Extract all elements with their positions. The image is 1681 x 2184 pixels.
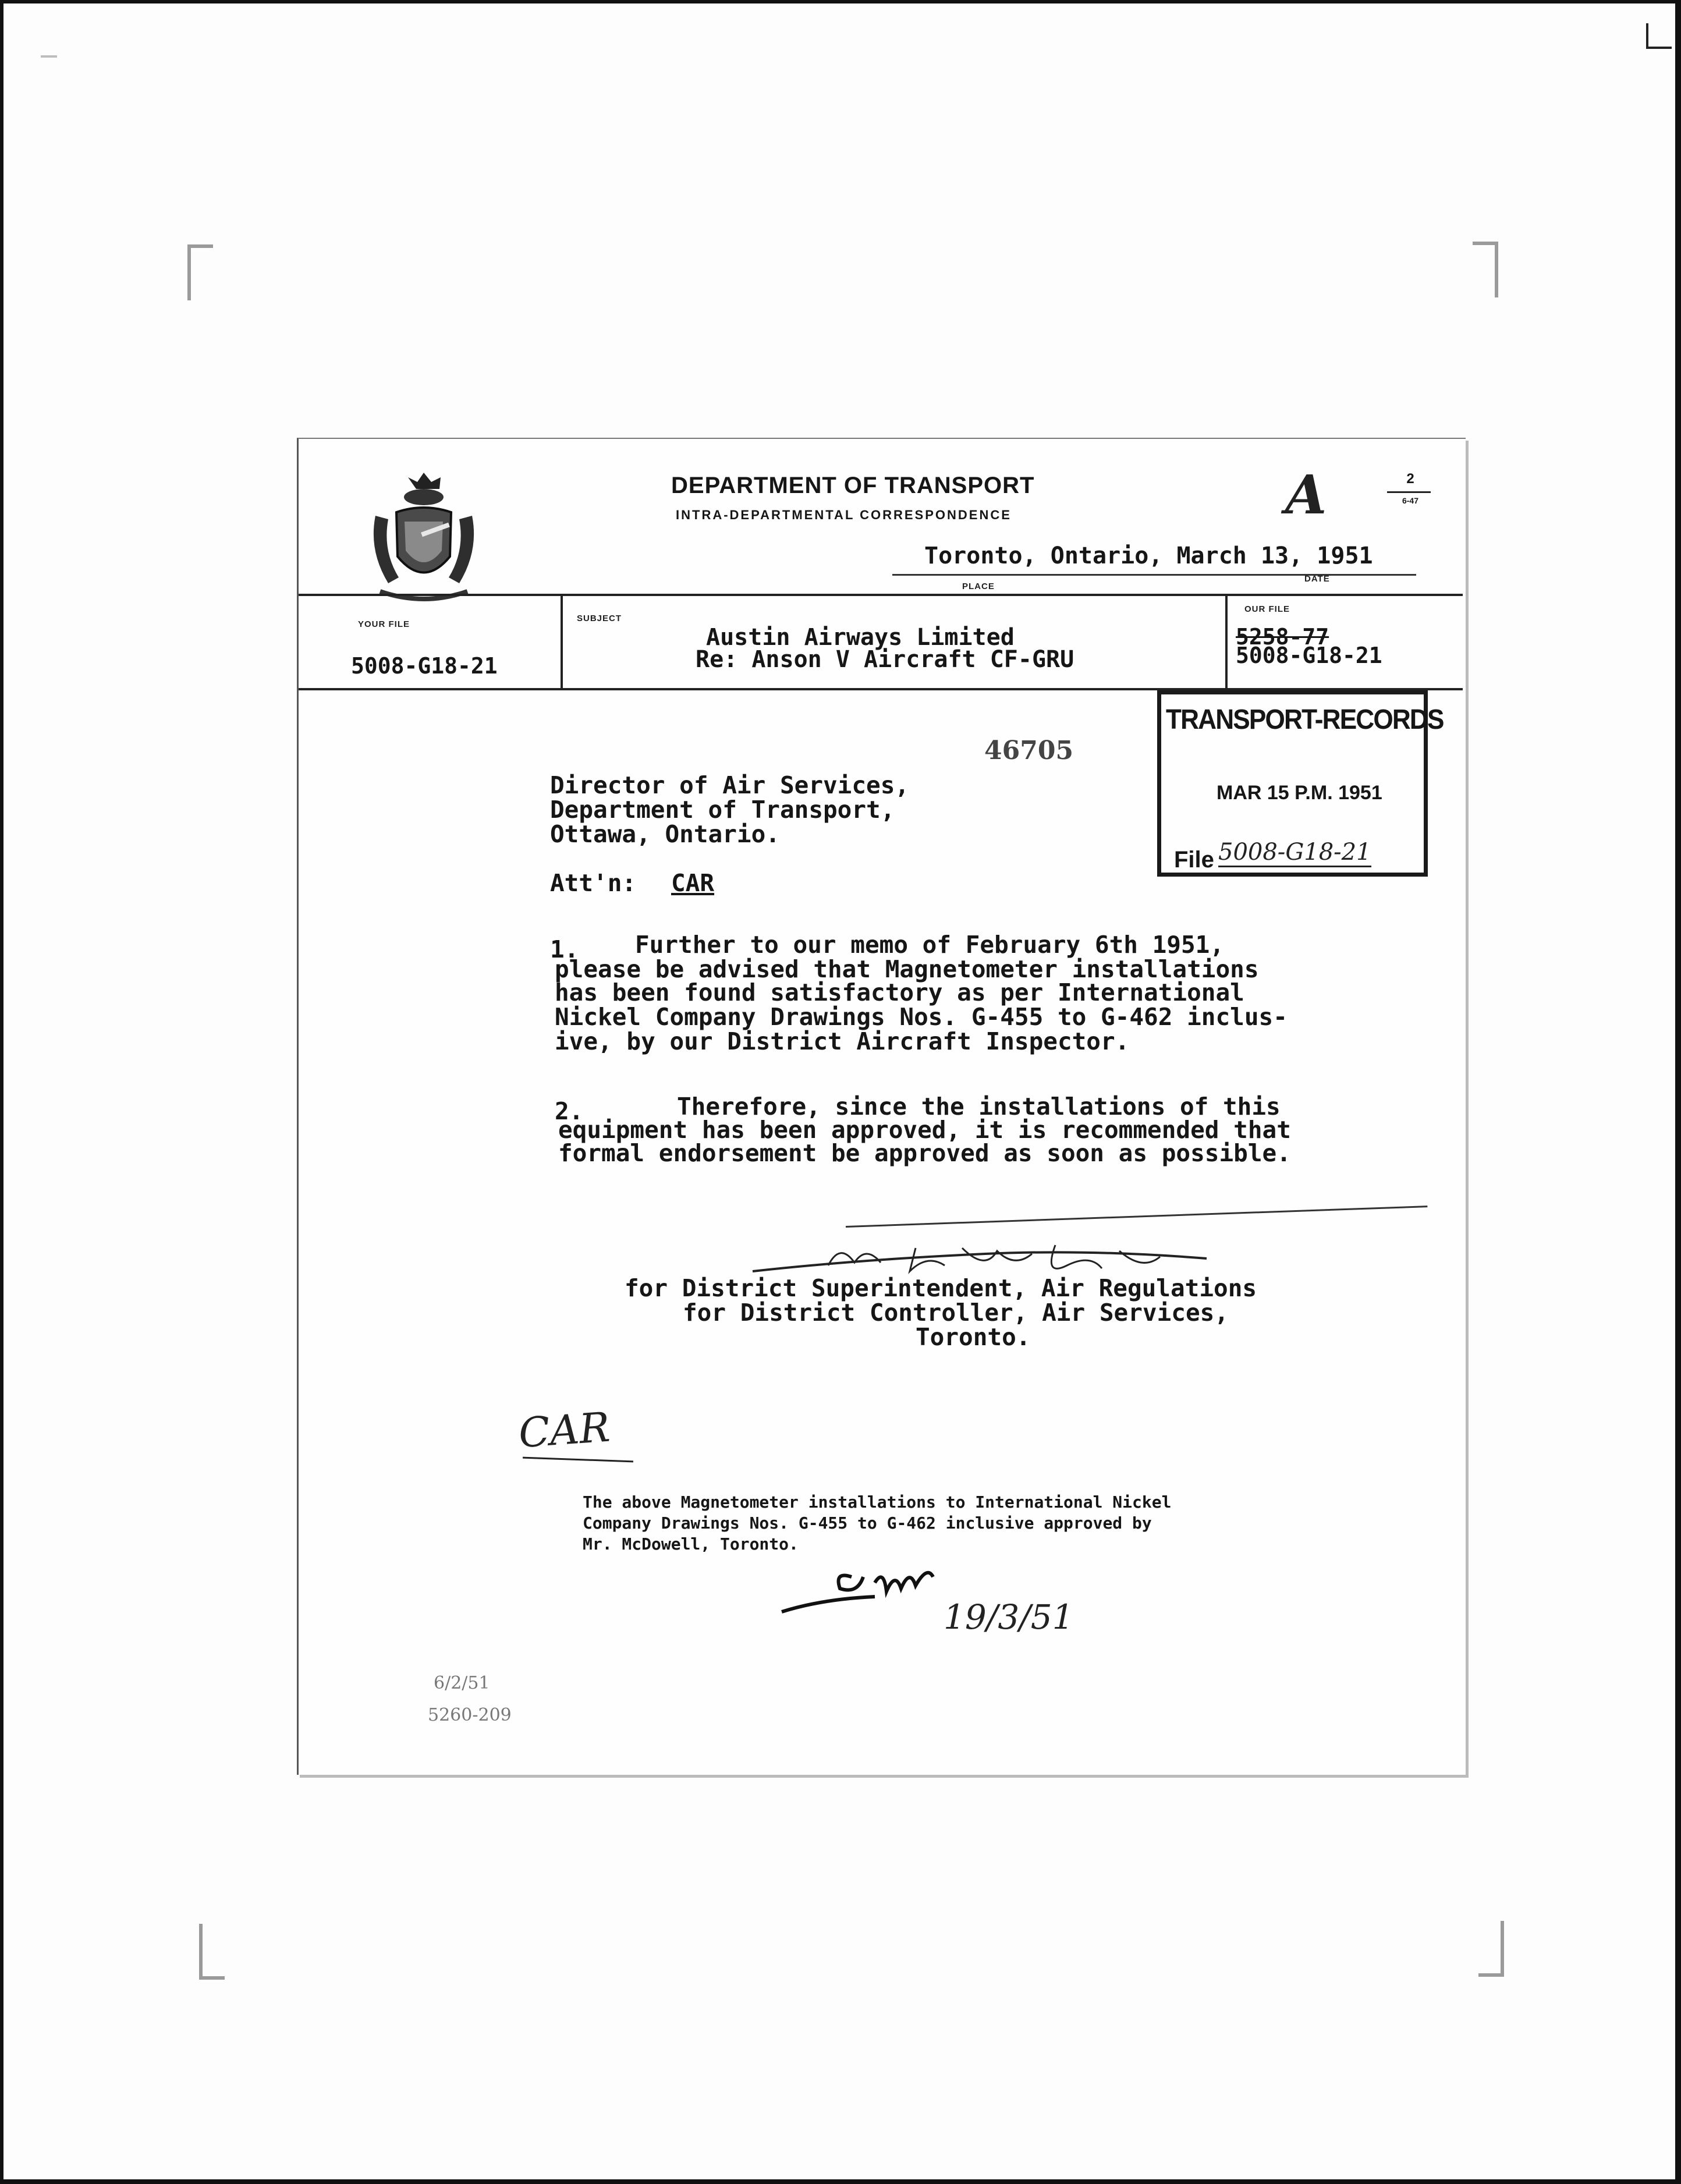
note-line-3: Mr. McDowell, Toronto. bbox=[583, 1534, 799, 1554]
file-row-top-rule bbox=[299, 594, 1463, 596]
form-number-rule bbox=[1387, 491, 1431, 493]
paragraph-2-number: 2. bbox=[555, 1097, 584, 1125]
addressee-line-1: Director of Air Services, bbox=[550, 771, 910, 799]
signature-line-1: for District Superintendent, Air Regulations bbox=[625, 1274, 1257, 1302]
stamp-file-number: 5008-G18-21 bbox=[1218, 839, 1371, 867]
corner-handwritten-mark: A bbox=[1285, 463, 1327, 526]
letter-page bbox=[297, 438, 1466, 1775]
corner-notch-tl bbox=[41, 55, 57, 58]
frame-bottom bbox=[0, 2179, 1681, 2184]
registry-number: 46705 bbox=[984, 736, 1074, 765]
correspondence-subtitle: INTRA-DEPARTMENTAL CORRESPONDENCE bbox=[676, 508, 1012, 522]
frame-right bbox=[1675, 0, 1681, 2184]
addressee-line-2: Department of Transport, bbox=[550, 796, 895, 824]
signature-line-3: Toronto. bbox=[916, 1323, 1031, 1351]
transport-records-stamp bbox=[1157, 690, 1444, 877]
form-number-top: 2 bbox=[1406, 471, 1414, 487]
date-label: DATE bbox=[1304, 574, 1330, 584]
place-date: Toronto, Ontario, March 13, 1951 bbox=[924, 543, 1373, 569]
margin-note-line-2: 5260-209 bbox=[428, 1705, 512, 1725]
paragraph-2-line-2: equipment has been approved, it is recommended that bbox=[558, 1116, 1291, 1144]
margin-note-line-1: 6/2/51 bbox=[434, 1673, 490, 1693]
place-date-rule bbox=[892, 574, 1416, 576]
paragraph-2-line-1: Therefore, since the installations of this bbox=[677, 1093, 1281, 1121]
crop-mark-top-left bbox=[187, 244, 213, 300]
paragraph-1-number: 1. bbox=[550, 935, 579, 963]
stamp-title: TRANSPORT-RECORDS bbox=[1166, 704, 1444, 735]
corner-notch-tr bbox=[1646, 23, 1672, 49]
subject-label: SUBJECT bbox=[577, 614, 622, 623]
crop-mark-top-right bbox=[1473, 242, 1498, 297]
subject-line-1: Austin Airways Limited bbox=[706, 624, 1015, 651]
signature-line-2: for District Controller, Air Services, bbox=[683, 1299, 1229, 1327]
crop-mark-bottom-right bbox=[1478, 1921, 1504, 1977]
handwritten-car-underline bbox=[523, 1457, 633, 1463]
department-title: DEPARTMENT OF TRANSPORT bbox=[671, 473, 1035, 498]
file-row-divider-2 bbox=[1225, 594, 1228, 690]
paragraph-1-line-3: has been found satisfactory as per International bbox=[555, 978, 1244, 1006]
stamp-date: MAR 15 P.M. 1951 bbox=[1217, 782, 1382, 804]
handwritten-car: CAR bbox=[517, 1403, 612, 1458]
our-file-number-2: 5008-G18-21 bbox=[1236, 643, 1382, 668]
subject-line-2: Re: Anson V Aircraft CF-GRU bbox=[696, 646, 1074, 673]
file-row-divider-1 bbox=[561, 594, 563, 690]
your-file-label: YOUR FILE bbox=[358, 619, 410, 629]
note-line-1: The above Magnetometer installations to International Nickel bbox=[583, 1492, 1172, 1512]
attention-value: CAR bbox=[671, 869, 715, 897]
paragraph-1-line-2: please be advised that Magnetometer installations bbox=[555, 955, 1259, 983]
place-label: PLACE bbox=[962, 582, 995, 591]
paragraph-2-line-3: formal endorsement be approved as soon as possible. bbox=[558, 1139, 1291, 1167]
stamp-file-label: File bbox=[1174, 847, 1214, 873]
handwritten-date: 19/3/51 bbox=[944, 1597, 1074, 1637]
our-file-label: OUR FILE bbox=[1244, 604, 1290, 614]
note-line-2: Company Drawings Nos. G-455 to G-462 inclusive approved by bbox=[583, 1513, 1152, 1533]
attention-label: Att'n: bbox=[550, 869, 637, 897]
form-number-bottom: 6-47 bbox=[1402, 496, 1419, 505]
frame-left bbox=[0, 0, 3, 2184]
crop-mark-bottom-left bbox=[199, 1924, 225, 1980]
handwritten-initials bbox=[776, 1554, 962, 1618]
coat-of-arms-icon bbox=[363, 469, 485, 609]
paragraph-1-line-4: Nickel Company Drawings Nos. G-455 to G-462 inclus- bbox=[555, 1003, 1288, 1031]
addressee-line-3: Ottawa, Ontario. bbox=[550, 820, 780, 848]
your-file-number: 5008-G18-21 bbox=[351, 653, 498, 679]
signature-rule bbox=[846, 1206, 1427, 1228]
paragraph-1-line-1: Further to our memo of February 6th 1951, bbox=[635, 931, 1225, 959]
frame-top bbox=[0, 0, 1681, 3]
our-file-number-1: 5258-77 bbox=[1236, 624, 1329, 650]
paragraph-1-line-5: ive, by our District Aircraft Inspector. bbox=[555, 1027, 1130, 1055]
